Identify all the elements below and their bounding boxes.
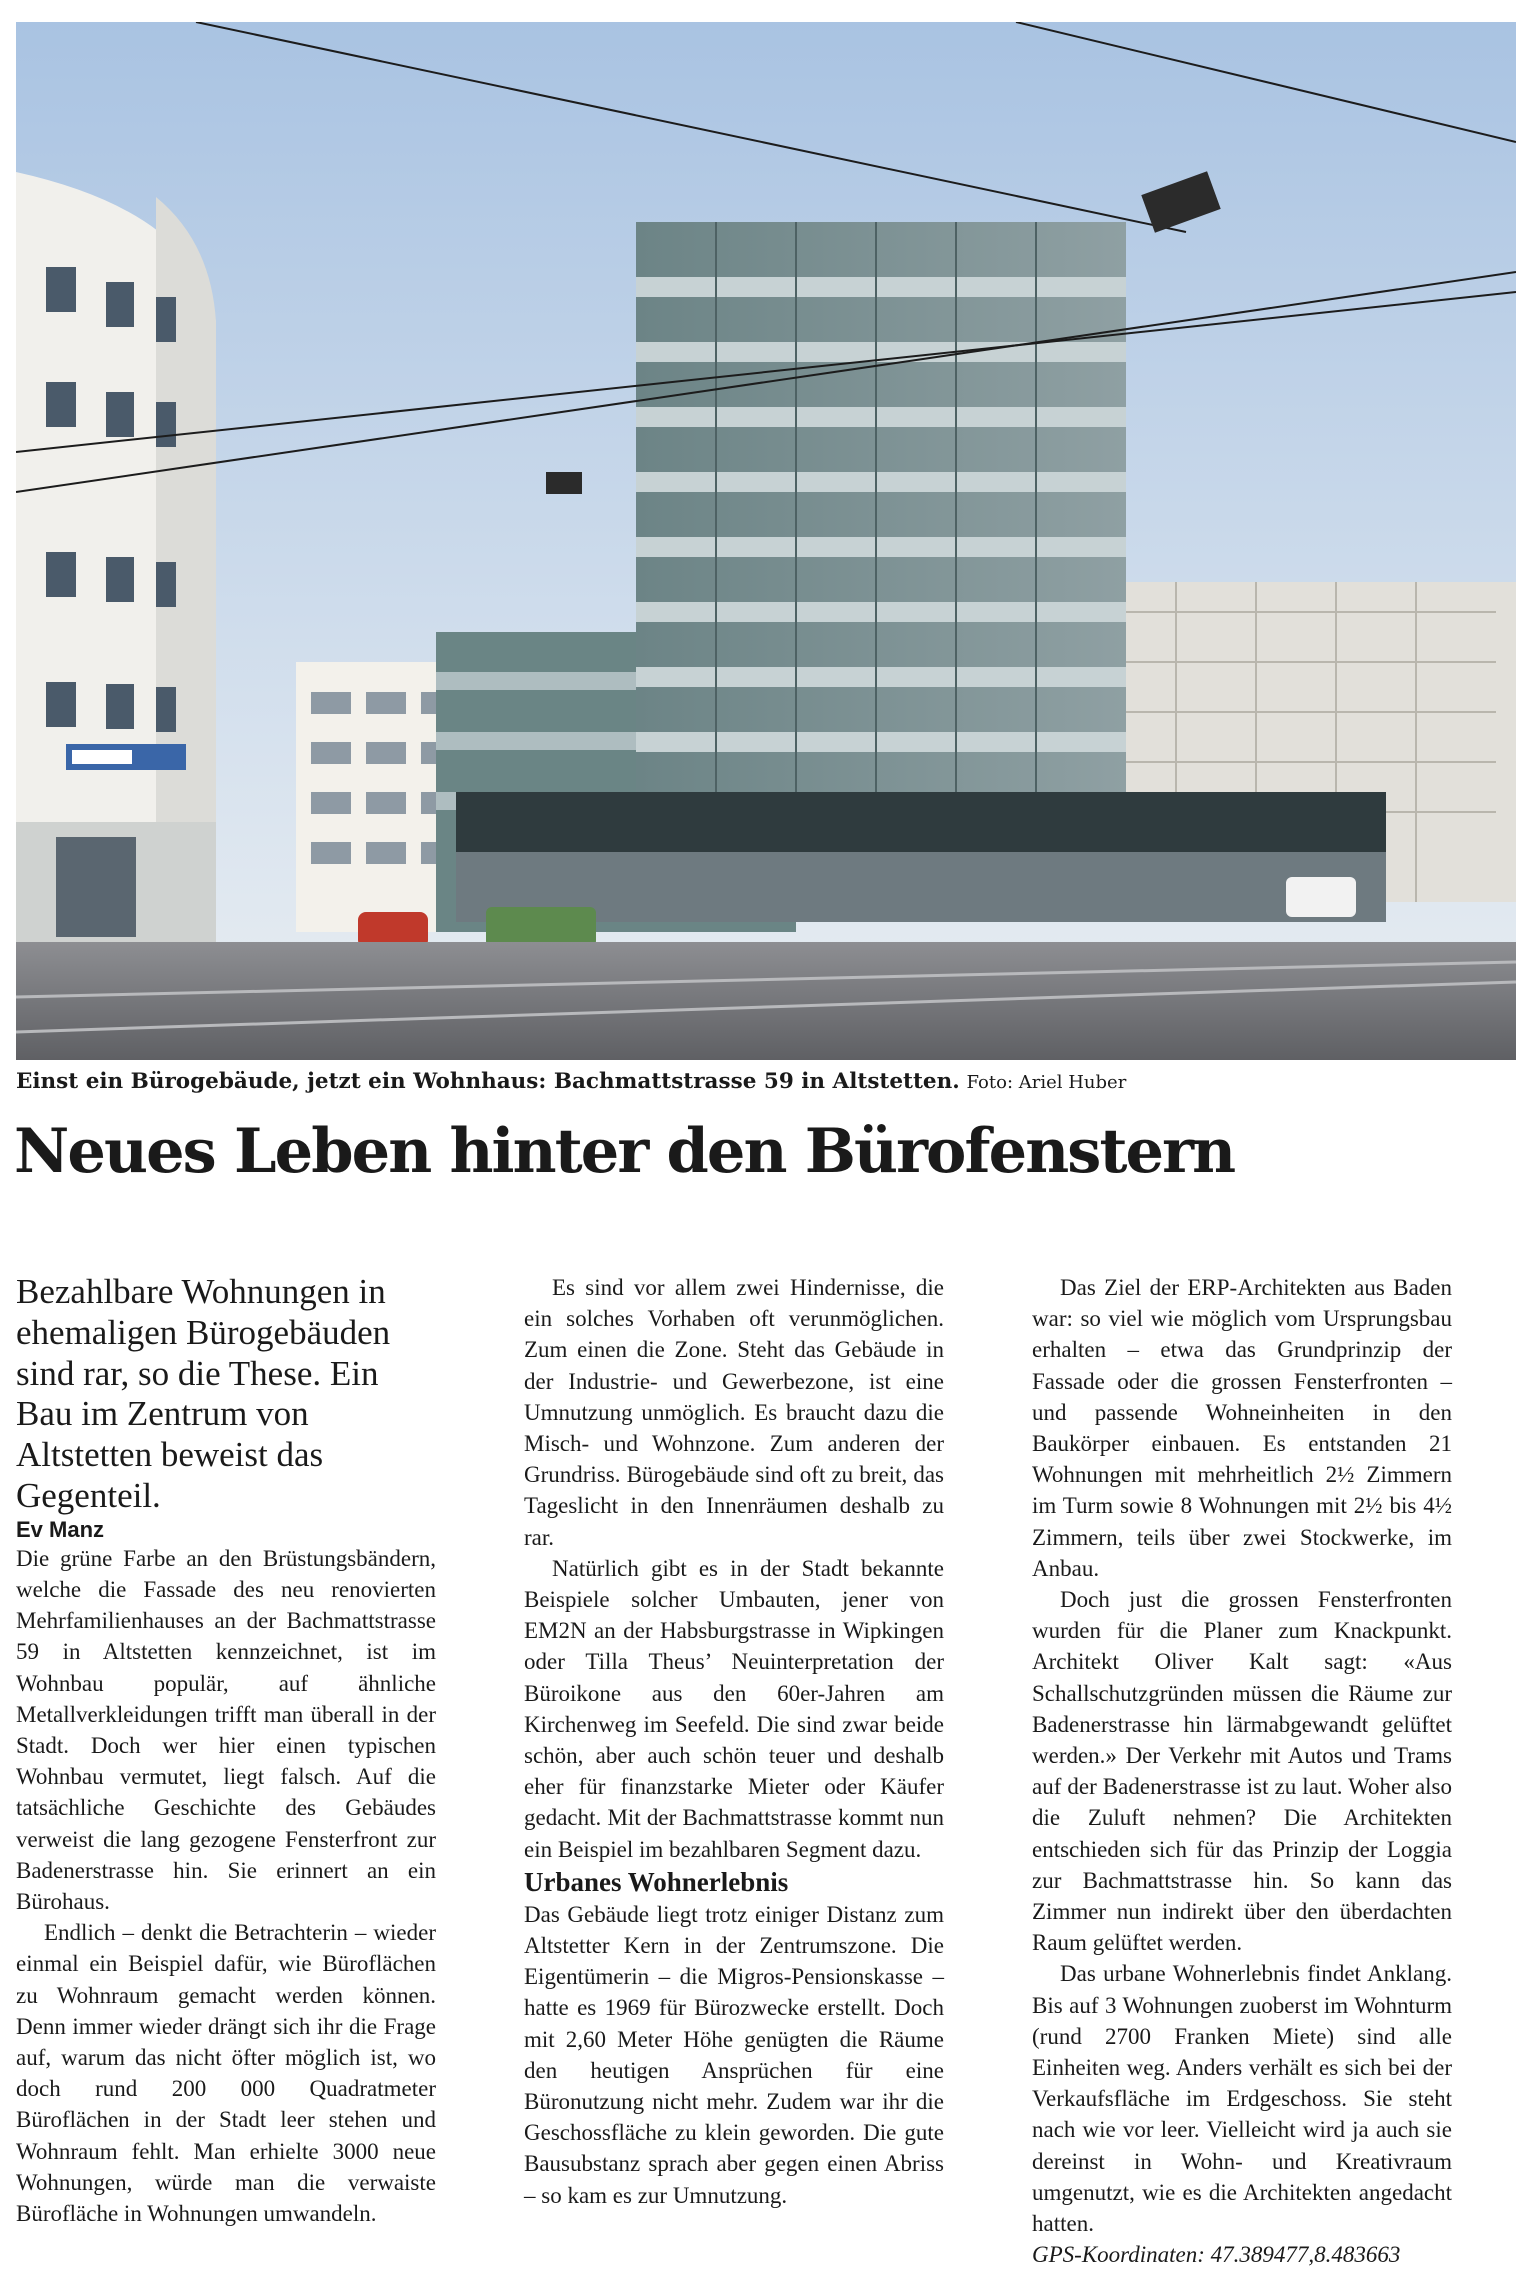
body-paragraph: Endlich – denkt die Betrachterin – wieder einmal ein Beispiel dafür, wie Büroflächen zu Wohnraum gemacht werden können. Denn immer wieder drängt sich ihr die Frage auf, warum das nicht öfter möglich ist, wo doch rund 200 000 Quadratmeter Büroflächen in der Stadt leer stehen und Wohnraum fehlt. Man erhielte 3000 neue Wohnungen, würde man die verwaiste Bürofläche in Wohnungen umwandeln. [16, 1920, 436, 2227]
photo-credit: Foto: Ariel Huber [966, 1072, 1127, 1093]
section-subhead: Urbanes Wohnerlebnis [524, 1866, 789, 1897]
caption-text: Einst ein Bürogebäude, jetzt ein Wohnhaus: Bachmattstrasse 59 in Altstetten. [16, 1069, 960, 1094]
body-paragraph: Es sind vor allem zwei Hindernisse, die ein solches Vorhaben oft verunmöglichen. Zum einen die Zone. Steht das Gebäude in der Industrie- und Gewerbezone, ist eine Umnutzung unmöglich. Es braucht dazu die Misch- und Wohnzone. Zum anderen der Grundriss. Bürogebäude sind oft zu breit, das Tageslicht in den Innenräumen deshalb zu rar. [524, 1275, 944, 1550]
article-photo [16, 22, 1516, 1060]
article-lead: Bezahlbare Wohnungen in ehemaligen Bürogebäuden sind rar, so die These. Ein Bau im Zentrum von Altstetten beweist das Gegenteil. [16, 1272, 391, 1515]
body-paragraph: Die grüne Farbe an den Brüstungsbändern, welche die Fassade des neu renovierten Mehrfamilienhauses an der Bachmattstrasse 59 in Altstetten kennzeichnet, ist im Wohnbau populär, auf ähnliche Metallverkleidungen trifft man überall in der Stadt. Doch wer hier einen typischen Wohnbau vermutet, liegt falsch. Auf die tatsächliche Geschichte des Gebäudes verweist die lang gezogene Fensterfront zur Badenerstrasse hin. Sie erinnert an ein Bürohaus. [16, 1545, 436, 1915]
body-paragraph: Das Ziel der ERP-Architekten aus Baden war: so viel wie möglich vom Ursprungsbau erhalten – etwa das Grundprinzip der Fassade oder die grossen Fensterfronten – und passende Wohneinheiten in den Baukörper einbauen. Es entstanden 21 Wohnungen mit mehrheitlich 2½ Zimmern im Turm sowie 8 Wohnungen mit 2½ bis 4½ Zimmern, teils über zwei Stockwerke, im Anbau. [1032, 1275, 1452, 1581]
photo-caption [16, 1068, 1516, 1097]
body-paragraph: Das urbane Wohnerlebnis findet Anklang. Bis auf 3 Wohnungen zuoberst im Wohnturm (rund 2700 Franken Miete) sind alle Einheiten weg. Anders verhält es sich bei der Verkaufsfläche im Erdgeschoss. Sie steht nach wie vor leer. Vielleicht wird ja auch sie dereinst in Wohn- und Kreativraum umgenutzt, wie es die Architekten angedacht hatten. [1032, 1961, 1452, 2237]
article-author: Ev Manz [16, 1516, 105, 1542]
gps-coordinates: GPS-Koordinaten: 47.389477,8.483663 [1032, 2242, 1401, 2268]
building-photo-icon [16, 22, 1516, 1060]
body-paragraph: Das Gebäude liegt trotz einiger Distanz zum Altstetter Kern in der Zentrumszone. Die Eigentümerin – die Migros-Pensionskasse – hatte es 1969 für Bürozwecke erstellt. Doch mit 2,60 Meter Höhe genügten die Räume den heutigen Ansprüchen für eine Büronutzung nicht mehr. Zudem war ihr die Geschossfläche zu klein geworden. Die gute Bausubstanz sprach aber gegen einen Abriss – so kam es zur Umnutzung. [524, 1901, 944, 2208]
body-paragraph: Natürlich gibt es in der Stadt bekannte Beispiele solcher Umbauten, jener von EM2N an der Habsburgstrasse in Wipkingen oder Tilla Theus’ Neuinterpretation der Büroikone aus den 60er-Jahren am Kirchenweg im Seefeld. Die sind zwar beide schön, aber auch schön teuer und deshalb eher für finanzstarke Mieter oder Käufer gedacht. Mit der Bachmattstrasse kommt nun ein Beispiel im bezahlbaren Segment dazu. [524, 1555, 944, 1862]
article-column-3 [1032, 1272, 1452, 2271]
article-column-1 [16, 1272, 436, 2229]
article-headline: Neues Leben hinter den Bürofenstern [14, 1116, 1235, 1187]
body-paragraph: Doch just die grossen Fensterfronten wurden für die Planer zum Knackpunkt. Architekt Oliver Kalt sagt: «Aus Schallschutzgründen müssen die Räume zur Badenerstrasse hin lärmabgewandt gelüftet werden.» Der Verkehr mit Autos und Trams auf der Badenerstrasse ist zu laut. Woher also die Zuluft nehmen? Die Architekten entschieden sich für das Prinzip der Loggia zur Bachmattstrasse hin. So kann das Zimmer nun indirekt über den überdachten Raum gelüftet werden. [1032, 1587, 1452, 1956]
article-column-2 [524, 1272, 944, 2211]
